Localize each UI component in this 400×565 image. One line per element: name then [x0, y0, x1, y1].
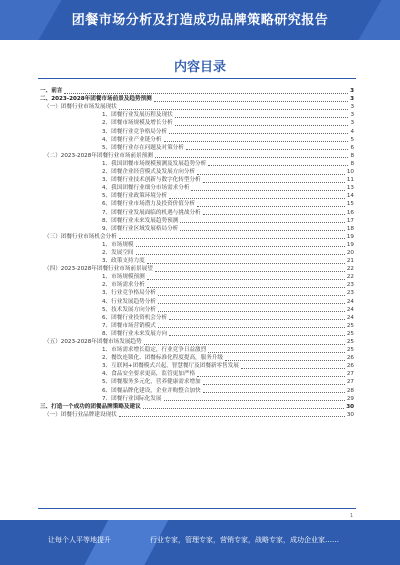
toc-entry-label: 1、市场规模预测 — [102, 274, 145, 281]
toc-entry-label: 1、团餐行业发展历程及现状 — [102, 112, 173, 119]
toc-dot-leader — [180, 230, 345, 231]
toc-entry[interactable] — [40, 160, 354, 168]
toc-entry-label: 3、政策支持力度 — [102, 258, 145, 265]
toc-top-rule — [38, 78, 356, 79]
footer-slogan: 让每个人平等地提升 — [48, 536, 111, 544]
toc-dot-leader — [203, 384, 345, 385]
toc-dot-leader — [208, 165, 348, 166]
toc-entry-label: 1、市场需求增长稳定，行业竞争日益激烈 — [102, 347, 207, 354]
toc-entry-label: 5、技术发展方向分析 — [102, 306, 156, 313]
toc-dot-leader — [136, 254, 345, 255]
toc-entry[interactable] — [40, 192, 354, 200]
toc-entry-label: 3、互联网+团餐模式兴起，智慧餐厅及团餐新零售发展 — [102, 363, 239, 370]
toc-entry[interactable] — [40, 225, 354, 233]
toc-entry-label: 6、团餐行业市场潜力及投资价值分析 — [102, 201, 196, 208]
toc-dot-leader — [186, 149, 349, 150]
toc-entry[interactable] — [40, 281, 354, 289]
toc-dot-leader — [241, 368, 345, 369]
toc-entry[interactable] — [40, 241, 354, 249]
toc-entry-page: 30 — [346, 411, 354, 418]
toc-entry-label: （三）团餐行业市场机会分析 — [44, 233, 117, 240]
toc-entry[interactable] — [40, 200, 354, 208]
toc-entry-page: 25 — [346, 339, 354, 345]
toc-entry-page: 25 — [346, 347, 354, 354]
toc-entry-label: 3、团餐行业竞争格局分析 — [102, 128, 168, 135]
toc-dot-leader — [154, 101, 348, 102]
toc-entry[interactable] — [40, 386, 354, 394]
toc-entry[interactable] — [40, 152, 354, 160]
toc-dot-leader — [155, 271, 345, 272]
toc-entry-label: 9、团餐行业区域发展格局分析 — [102, 225, 179, 232]
toc-dot-leader — [225, 360, 345, 361]
toc-entry-label: 5、团餐行业政策环境分析 — [102, 193, 168, 200]
toc-entry[interactable] — [40, 249, 354, 257]
toc-entry[interactable] — [40, 111, 354, 119]
toc-entry-label: 4、我国团餐行业细分市场需求分析 — [102, 185, 190, 192]
table-of-contents — [40, 87, 354, 419]
toc-dot-leader — [147, 287, 345, 288]
toc-entry-label: 2、发展空间 — [102, 249, 134, 256]
toc-entry[interactable] — [40, 411, 354, 419]
toc-entry-page: 23 — [346, 282, 354, 289]
toc-dot-leader — [169, 133, 348, 134]
toc-dot-leader — [197, 376, 345, 377]
toc-entry[interactable] — [40, 208, 354, 216]
toc-entry[interactable] — [40, 273, 354, 281]
toc-entry-label: 4、团餐行业产业链分析 — [102, 136, 162, 143]
footer-experts: 行业专家，管理专家，营销专家，战略专家，成功企业家…… — [150, 536, 339, 544]
toc-dot-leader — [155, 157, 349, 158]
toc-entry-page: 3 — [350, 88, 354, 95]
toc-entry-label: （四）2023-2028年团餐行业市场前景展望 — [44, 266, 153, 273]
toc-entry-label: 2、市场需求分析 — [102, 282, 145, 289]
toc-entry-page: 8 — [350, 152, 354, 159]
toc-dot-leader — [143, 408, 345, 409]
toc-entry-label: （二）2023-2028年团餐行业市场前景预测 — [44, 152, 153, 159]
toc-dot-leader — [144, 344, 345, 345]
toc-entry-label: 2、团餐企业经营模式及发展方向分析 — [102, 169, 196, 176]
toc-entry[interactable] — [40, 354, 354, 362]
toc-entry[interactable] — [40, 306, 354, 314]
toc-entry[interactable] — [40, 346, 354, 354]
toc-entry-page: 20 — [346, 249, 354, 256]
toc-dot-leader — [208, 352, 345, 353]
toc-entry-page: 5 — [350, 136, 354, 143]
toc-entry-page: 22 — [346, 274, 354, 281]
toc-entry[interactable] — [40, 217, 354, 225]
toc-entry[interactable] — [40, 322, 354, 330]
toc-entry[interactable] — [40, 87, 354, 95]
toc-entry-page: 28 — [346, 387, 354, 394]
toc-entry-label: 二、2023-2028年团餐市场前景及趋势预测 — [40, 96, 152, 103]
toc-entry-page: 30 — [346, 403, 354, 410]
report-title: 团餐市场分析及打造成功品牌策略研究报告 — [71, 13, 329, 28]
toc-entry-page: 24 — [346, 314, 354, 321]
toc-dot-leader — [203, 182, 345, 183]
toc-entry-page: 16 — [346, 209, 354, 216]
toc-dot-leader — [119, 416, 345, 417]
toc-dot-leader — [136, 246, 345, 247]
toc-entry[interactable] — [40, 403, 354, 411]
toc-entry-label: 8、团餐行业未来发展趋势预测 — [102, 217, 179, 224]
toc-dot-leader — [158, 311, 345, 312]
toc-entry-page: 24 — [346, 306, 354, 313]
toc-dot-leader — [203, 214, 345, 215]
toc-dot-leader — [175, 125, 349, 126]
toc-entry-label: 一、前言 — [40, 88, 63, 95]
toc-entry[interactable] — [40, 338, 354, 346]
toc-dot-leader — [164, 400, 345, 401]
toc-dot-leader — [158, 303, 345, 304]
toc-entry-label: 7、团餐行业国际化发展 — [102, 395, 162, 402]
toc-entry-page: 25 — [346, 330, 354, 337]
toc-dot-leader — [191, 190, 344, 191]
toc-entry-page: 14 — [346, 193, 354, 200]
toc-entry[interactable] — [40, 297, 354, 305]
page-footer — [0, 520, 400, 565]
toc-dot-leader — [158, 327, 345, 328]
toc-title: 内容目录 — [173, 60, 226, 75]
toc-entry[interactable] — [40, 362, 354, 370]
toc-entry-label: （一）团餐行业品牌建设现状 — [44, 411, 117, 418]
toc-dot-leader — [147, 263, 345, 264]
toc-dot-leader — [180, 222, 345, 223]
toc-entry-page: 18 — [346, 225, 354, 232]
toc-entry-label: （五）2023-2028年团餐市场发展趋势 — [44, 339, 142, 345]
toc-entry-page: 6 — [350, 144, 354, 151]
toc-entry-label: 2、团餐市场规模及增长分析 — [102, 120, 173, 127]
toc-entry-label: 7、团餐市场营销模式 — [102, 322, 156, 329]
toc-entry-label: 3、行业竞争格局分析 — [102, 290, 156, 297]
toc-entry-label: 6、团餐行业投资机会分析 — [102, 314, 168, 321]
toc-entry-label: 3、团餐行业技术创新与数字化转型分析 — [102, 177, 201, 184]
toc-entry-label: 1、市场规模 — [102, 241, 134, 248]
toc-entry-label: 1、我国团餐市场规模预测及发展趋势分析 — [102, 160, 207, 167]
toc-dot-leader — [197, 206, 345, 207]
toc-entry-label: 三、打造一个成功的团餐品牌策略及建议 — [40, 403, 141, 410]
toc-entry-label: 8、团餐行业未来发展方向 — [102, 330, 168, 337]
toc-entry-page: 15 — [346, 201, 354, 208]
toc-entry-page: 23 — [346, 290, 354, 297]
toc-dot-leader — [169, 335, 345, 336]
toc-entry-page: 24 — [346, 298, 354, 305]
toc-entry-page: 21 — [346, 258, 354, 265]
toc-dot-leader — [164, 141, 349, 142]
toc-entry-page: 19 — [346, 233, 354, 240]
toc-entry-label: 5、团餐服务多元化，营养健康需求增加 — [102, 379, 201, 386]
toc-entry[interactable] — [40, 168, 354, 176]
toc-entry-page: 3 — [350, 120, 354, 127]
toc-entry[interactable] — [40, 370, 354, 378]
toc-dot-leader — [119, 109, 349, 110]
toc-entry[interactable] — [40, 184, 354, 192]
toc-entry-page: 26 — [346, 355, 354, 362]
toc-entry-label: 4、行业发展趋势分析 — [102, 298, 156, 305]
toc-dot-leader — [147, 279, 345, 280]
toc-entry-page: 11 — [346, 177, 354, 184]
toc-entry-page: 3 — [350, 104, 354, 111]
toc-dot-leader — [169, 198, 345, 199]
toc-dot-leader — [169, 319, 345, 320]
toc-entry-page: 22 — [346, 266, 354, 273]
toc-entry[interactable] — [40, 395, 354, 403]
toc-entry-page: 13 — [346, 185, 354, 192]
toc-entry-page: 25 — [346, 322, 354, 329]
toc-entry[interactable] — [40, 95, 354, 103]
toc-entry[interactable] — [40, 103, 354, 111]
toc-entry-page: 3 — [350, 112, 354, 119]
toc-entry-page: 4 — [350, 128, 354, 135]
toc-entry-label: 6、团餐品牌化建设，企业并购整合加快 — [102, 387, 201, 394]
toc-entry[interactable] — [40, 119, 354, 127]
toc-dot-leader — [119, 238, 345, 239]
page-number: 1 — [349, 513, 353, 519]
toc-entry[interactable] — [40, 257, 354, 265]
toc-entry[interactable] — [40, 233, 354, 241]
toc-entry-page: 27 — [346, 379, 354, 386]
toc-entry-label: 2、餐饮连锁化、团餐标准化程度提高，服务升级 — [102, 355, 224, 362]
toc-entry[interactable] — [40, 127, 354, 135]
toc-dot-leader — [175, 117, 349, 118]
toc-entry-page: 27 — [346, 371, 354, 378]
toc-entry[interactable] — [40, 265, 354, 273]
toc-entry[interactable] — [40, 289, 354, 297]
toc-entry[interactable] — [40, 136, 354, 144]
toc-entry-label: 7、团餐行业发展面临的机遇与挑战分析 — [102, 209, 201, 216]
toc-entry-page: 10 — [346, 169, 354, 176]
toc-entry-page: 29 — [346, 395, 354, 402]
toc-entry[interactable] — [40, 144, 354, 152]
toc-entry-label: （一）团餐行业市场发展现状 — [44, 104, 117, 111]
toc-entry[interactable] — [40, 176, 354, 184]
toc-dot-leader — [64, 93, 348, 94]
toc-entry-page: 26 — [346, 363, 354, 370]
toc-entry-page: 8 — [350, 160, 354, 167]
toc-dot-leader — [203, 392, 345, 393]
toc-entry-label: 4、食品安全要求更高，监管更加严格 — [102, 371, 196, 378]
toc-entry[interactable] — [40, 314, 354, 322]
toc-entry-page: 3 — [350, 96, 354, 103]
report-header — [0, 0, 400, 40]
toc-dot-leader — [158, 295, 345, 296]
toc-bottom-rule — [38, 508, 356, 509]
toc-entry[interactable] — [40, 378, 354, 386]
toc-entry-label: 5、团餐行业存在问题及对策分析 — [102, 144, 184, 151]
toc-entry[interactable] — [40, 330, 354, 338]
toc-entry-page: 19 — [346, 241, 354, 248]
toc-entry-page: 17 — [346, 217, 354, 224]
toc-dot-leader — [197, 174, 345, 175]
